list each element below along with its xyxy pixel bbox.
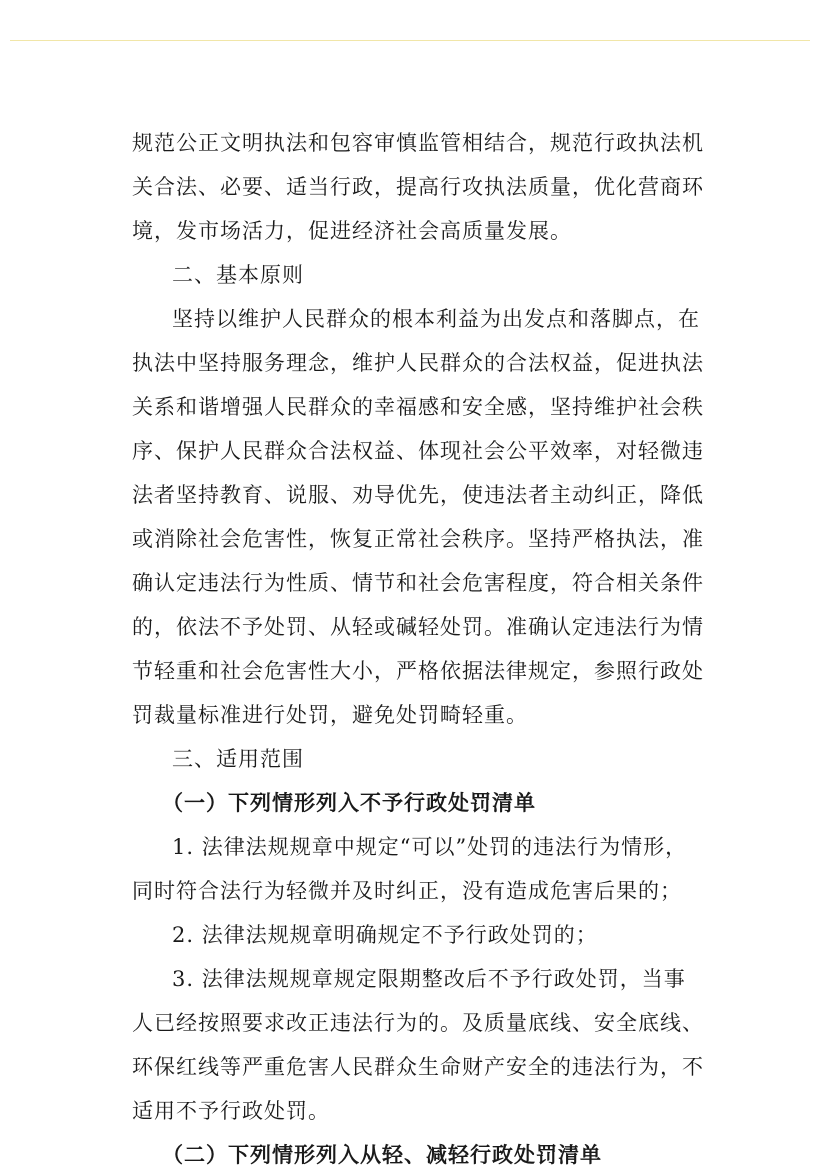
paragraph-line: 境，发市场活力，促进经济社会高质量发展。 (132, 219, 572, 243)
paragraph-line: 环保红线等严重危害人民群众生命财产安全的违法行为，不 (132, 1055, 704, 1079)
subsection-heading-no-penalty: （一）下列情形列入不予行政处罚清单 (162, 790, 536, 815)
section-heading-scope: 三、适用范围 (172, 747, 304, 771)
list-item-2: 2. 法律法规规章明确规定不予行政处罚的； (172, 923, 598, 947)
paragraph-line: 的，依法不予处罚、从轻或碱轻处罚。准确认定违法行为情 (132, 615, 704, 639)
paragraph-line: 同时符合法行为轻微并及时纠正，没有造成危害后果的； (132, 879, 682, 903)
paragraph-line: 确认定违法行为性质、情节和社会危害程度，符合相关条件 (132, 571, 704, 595)
paragraph-line: 关合法、必要、适当行政，提高行攻执法质量，优化营商环 (132, 175, 704, 199)
section-heading-principles: 二、基本原则 (172, 263, 304, 287)
paragraph-line: 规范公正文明执法和包容审慎监管相结合，规范行政执法机 (132, 131, 704, 155)
list-item-3: 3. 法律法规规章规定限期整改后不予行政处罚，当事 (172, 967, 686, 991)
paragraph-line: 人已经按照要求改正违法行为的。及质量底线、安全底线、 (132, 1011, 704, 1035)
paragraph-line: 执法中坚持服务理念，维护人民群众的合法权益，促进执法 (132, 351, 704, 375)
subsection-heading-lighter-penalty: （二）下列情形列入从轻、减轻行政处罚清单 (162, 1142, 602, 1167)
paragraph-line: 罚裁量标准进行处罚，避免处罚畸轻重。 (132, 703, 528, 727)
paragraph-line: 法者坚持教育、说服、劝导优先，使违法者主动纠正，降低 (132, 483, 704, 507)
paragraph-line: 适用不予行政处罚。 (132, 1099, 330, 1123)
paragraph-line: 坚持以维护人民群众的根本利益为出发点和落脚点，在 (172, 307, 700, 331)
paragraph-line: 序、保护人民群众合法权益、体现社会公平效率，对轻微违 (132, 439, 704, 463)
paragraph-line: 或消除社会危害性，恢复正常社会秩序。坚持严格执法，准 (132, 527, 704, 551)
list-item-1: 1. 法律法规规章中规定“可以”处罚的违法行为情形， (172, 835, 688, 859)
paragraph-line: 节轻重和社会危害性大小，严格依据法律规定，参照行政处 (132, 659, 704, 683)
paragraph-line: 关系和谐增强人民群众的幸福感和安全感，坚持维护社会秩 (132, 395, 704, 419)
